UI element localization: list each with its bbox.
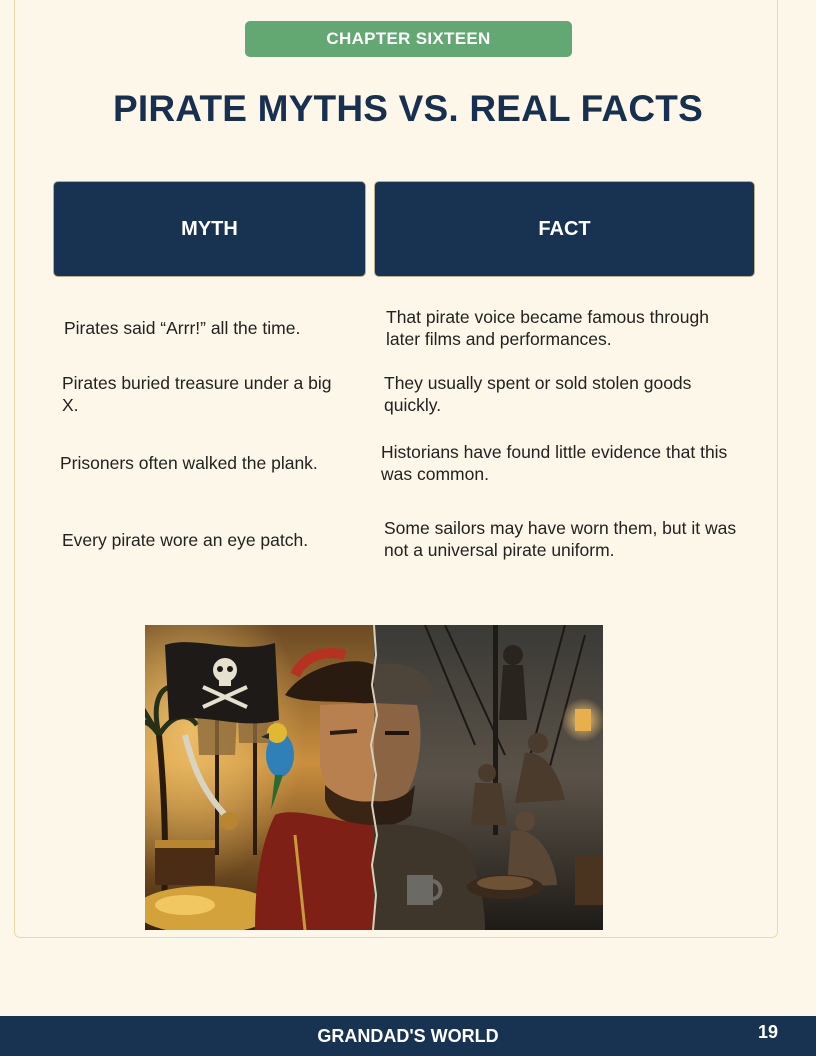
myth-cell: Every pirate wore an eye patch. — [62, 530, 309, 550]
fact-cell: That pirate voice became famous through later films and performances. — [386, 307, 709, 349]
fact-cell: They usually spent or sold stolen goods quickly. — [384, 373, 692, 415]
footer-title: GRANDAD'S WORLD — [317, 1025, 499, 1046]
chapter-badge: CHAPTER SIXTEEN — [245, 21, 572, 57]
page-number: 19 — [757, 1022, 778, 1042]
myth-cell: Pirates buried treasure under a big X. — [62, 373, 332, 415]
myth-cell: Prisoners often walked the plank. — [60, 453, 318, 473]
myth-column-header: MYTH — [53, 181, 366, 277]
page-title: PIRATE MYTHS VS. REAL FACTS — [113, 88, 703, 129]
footer-bar — [0, 1016, 816, 1056]
myth-cell: Pirates said “Arrr!” all the time. — [64, 318, 301, 338]
fact-cell: Some sailors may have worn them, but it was not a universal pirate uniform. — [384, 518, 737, 560]
fact-cell: Historians have found little evidence that this was common. — [381, 442, 728, 484]
fact-column-header: FACT — [374, 181, 755, 277]
pirate-myth-vs-reality-illustration-icon — [145, 625, 603, 930]
pirate-illustration — [145, 625, 603, 930]
